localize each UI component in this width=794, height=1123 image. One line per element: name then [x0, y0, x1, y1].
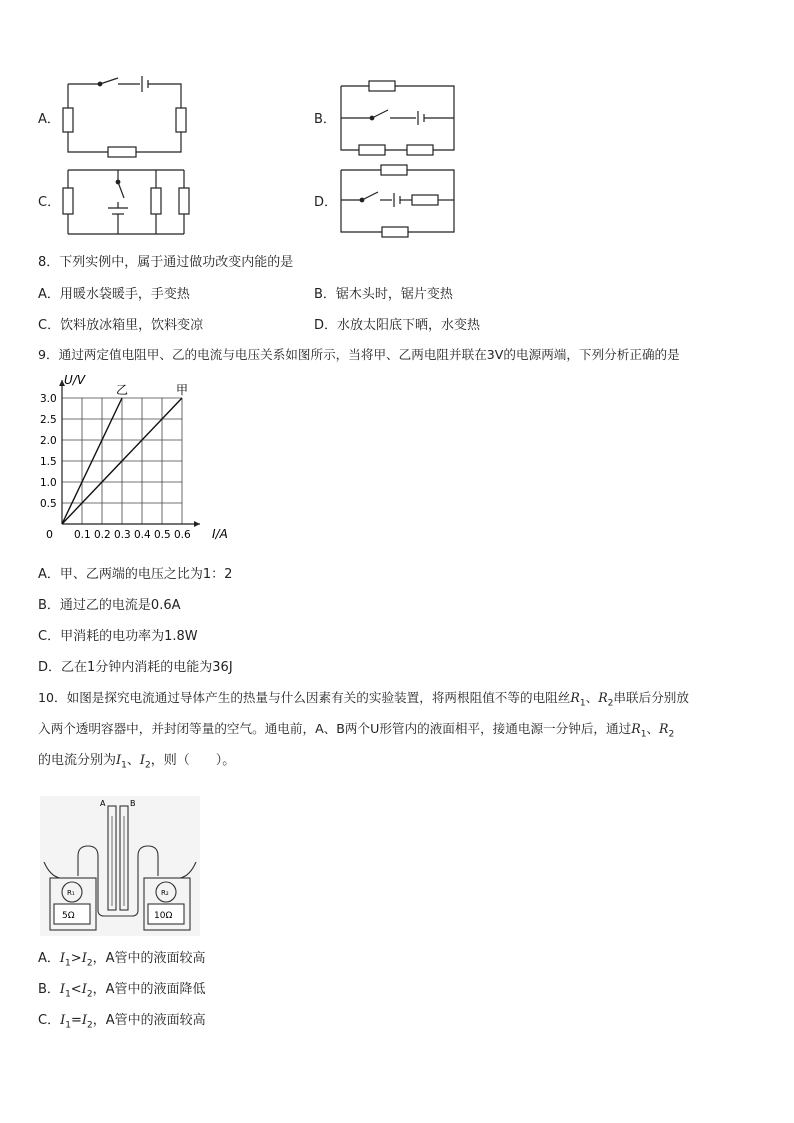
- x-tick-label: 0.6: [174, 529, 191, 541]
- q10-stem-line-2: 入两个透明容器中，并封闭等量的空气。通电前，A、B两个U形管内的液面相平，接通电源一分钟后，通过$R_1$、$R_2$: [38, 721, 675, 740]
- tube-a-label: A: [100, 799, 106, 808]
- q8-option-b: B．锯木头时，锯片变热: [314, 287, 453, 302]
- option-d-label: D．: [314, 195, 338, 210]
- tube-b-label: B: [130, 799, 136, 808]
- y-tick-label: 3.0: [40, 393, 57, 405]
- circuit-diagram-d: [336, 162, 461, 242]
- q10-line1-text: 10．如图是探究电流通过导体产生的热量与什么因素有关的实验装置，将两根阻值不等的电阻丝: [38, 690, 571, 705]
- q10-option-c: C．$I_1=I_2$，A管中的液面较高: [38, 1013, 206, 1031]
- y-axis-label: U/V: [64, 373, 86, 387]
- option-a-label: A．: [38, 112, 60, 127]
- experiment-apparatus-figure: [40, 796, 200, 936]
- x-tick-label: 0.3: [114, 529, 131, 541]
- left-resistor-value: 5Ω: [62, 911, 75, 921]
- x-tick-label: 0.2: [94, 529, 111, 541]
- q8-option-d: D．水放太阳底下晒，水变热: [314, 318, 481, 333]
- circuit-diagram-b: [336, 76, 461, 158]
- y-tick-label: 2.5: [40, 414, 57, 426]
- x-axis-arrow: [194, 521, 200, 527]
- y-tick-label: 1.5: [40, 456, 57, 468]
- origin-label: 0: [46, 528, 53, 541]
- circuit-diagram-a: [60, 72, 195, 162]
- q10-option-a: A．$I_1>I_2$，A管中的液面较高: [38, 951, 206, 969]
- u-i-graph: [40, 370, 250, 550]
- q9-option-b: B．通过乙的电流是0.6A: [38, 598, 181, 613]
- q10-option-b: B．$I_1<I_2$，A管中的液面降低: [38, 982, 206, 1000]
- x-tick-label: 0.1: [74, 529, 91, 541]
- q10-stem-line-3: 的电流分别为$I_1$、$I_2$，则（ ）。: [38, 753, 236, 771]
- option-c-label: C．: [38, 195, 61, 210]
- option-b-label: B．: [314, 112, 336, 127]
- circuit-diagram-c: [60, 162, 195, 242]
- x-axis-label: I/A: [212, 527, 228, 541]
- q8-option-c: C．饮料放冰箱里，饮料变凉: [38, 318, 204, 333]
- q9-option-a: A．甲、乙两端的电压之比为1：2: [38, 567, 233, 582]
- q9-stem: 9．通过两定值电阻甲、乙的电流与电压关系如图所示，当将甲、乙两电阻并联在3V的电源两端，下列分析正确的是: [38, 347, 680, 362]
- series-label-jia: 甲: [176, 383, 189, 397]
- y-tick-label: 2.0: [40, 435, 57, 447]
- y-tick-label: 1.0: [40, 477, 57, 489]
- x-tick-label: 0.5: [154, 529, 171, 541]
- r2-label: R₂: [161, 889, 169, 897]
- series-label-yi: 乙: [116, 383, 129, 397]
- q8-option-a: A．用暖水袋暖手，手变热: [38, 287, 190, 302]
- right-resistor-value: 10Ω: [154, 911, 173, 921]
- y-tick-label: 0.5: [40, 498, 57, 510]
- q8-stem: 8．下列实例中，属于通过做功改变内能的是: [38, 255, 294, 270]
- x-tick-label: 0.4: [134, 529, 151, 541]
- q9-option-c: C．甲消耗的电功率为1.8W: [38, 629, 198, 644]
- r1-label: R₁: [67, 889, 75, 897]
- q10-stem-line-1: 10．如图是探究电流通过导体产生的热量与什么因素有关的实验装置，将两根阻值不等的电阻丝$R_1$、$R_2$串联后分别放: [38, 690, 689, 709]
- q9-option-d: D．乙在1分钟内消耗的电能为36J: [38, 660, 233, 675]
